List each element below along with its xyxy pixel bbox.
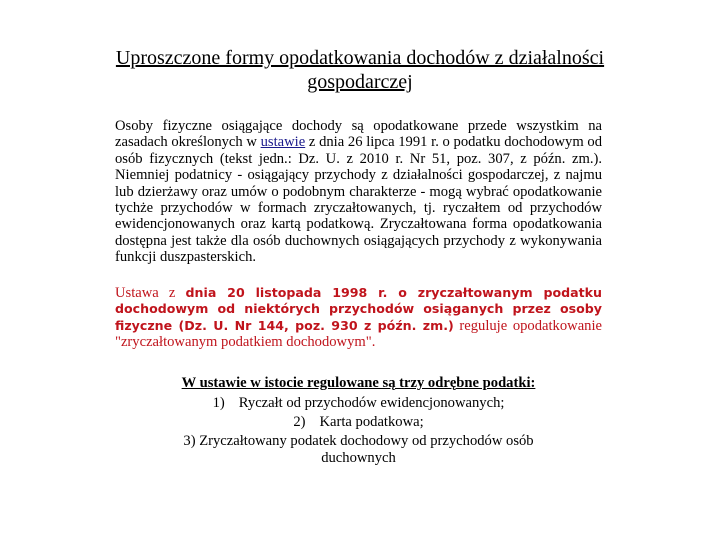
tax-list: [115, 374, 602, 467]
list-number: 3): [183, 432, 196, 449]
intro-text: Osoby fizyczne osiągające dochody są opodatkowane przede wszystkim na zasadach określonych w: [115, 118, 602, 151]
slide-title: Uproszczone formy opodatkowania dochodów z działalności gospodarczej: [115, 47, 605, 93]
list-number: 1): [212, 394, 225, 411]
law-text-end: reguluje opodatkowanie "zryczałtowanym podatkiem dochodowym".: [115, 317, 602, 351]
intro-text-continued: z dnia 26 lipca 1991 r. o podatku dochodowym od osób fizycznych (tekst jedn.: Dz. U. z 2010 r. Nr 51, poz. 307, z późn. zm.). Niemniej podatnicy - osiągający przychody z działalności gospodarczej, z najmu lub dzierżawy oraz umów o podobnym charakterze - mogą wybrać opodatkowanie tychże przychodów w formach zryczałtowanych, tj. ryczałtem od przychodów ewidencjonowanych oraz kartą podatkową. Zryczałtowana forma opodatkowania dostępna jest także dla osób duchownych osiągających przychody z wykonywania funkcji duszpasterskich.: [115, 134, 602, 266]
tax-list-heading: W ustawie w istocie regulowane są trzy odrębne podatki:: [181, 375, 536, 391]
intro-paragraph: [115, 118, 602, 266]
list-item: [115, 413, 602, 433]
law-title: dnia 20 listopada 1998 r. o zryczałtowanym podatku dochodowym od niektórych przychodów osiąganych przez osoby fizyczne (Dz. U. Nr 144, poz. 930 z późn. zm.): [115, 285, 602, 333]
list-text: Ryczałt od przychodów ewidencjonowanych;: [238, 394, 505, 411]
list-text: Zryczałtowany podatek dochodowy od przychodów osób duchownych: [199, 432, 534, 466]
list-number: 2): [293, 414, 306, 430]
list-item: [115, 394, 602, 414]
law-paragraph: [115, 285, 602, 351]
law-text-start: Ustawa z: [115, 285, 186, 301]
list-item: [115, 433, 602, 467]
list-text: Karta podatkowa;: [319, 414, 424, 430]
ustawa-link[interactable]: ustawie: [260, 134, 306, 151]
